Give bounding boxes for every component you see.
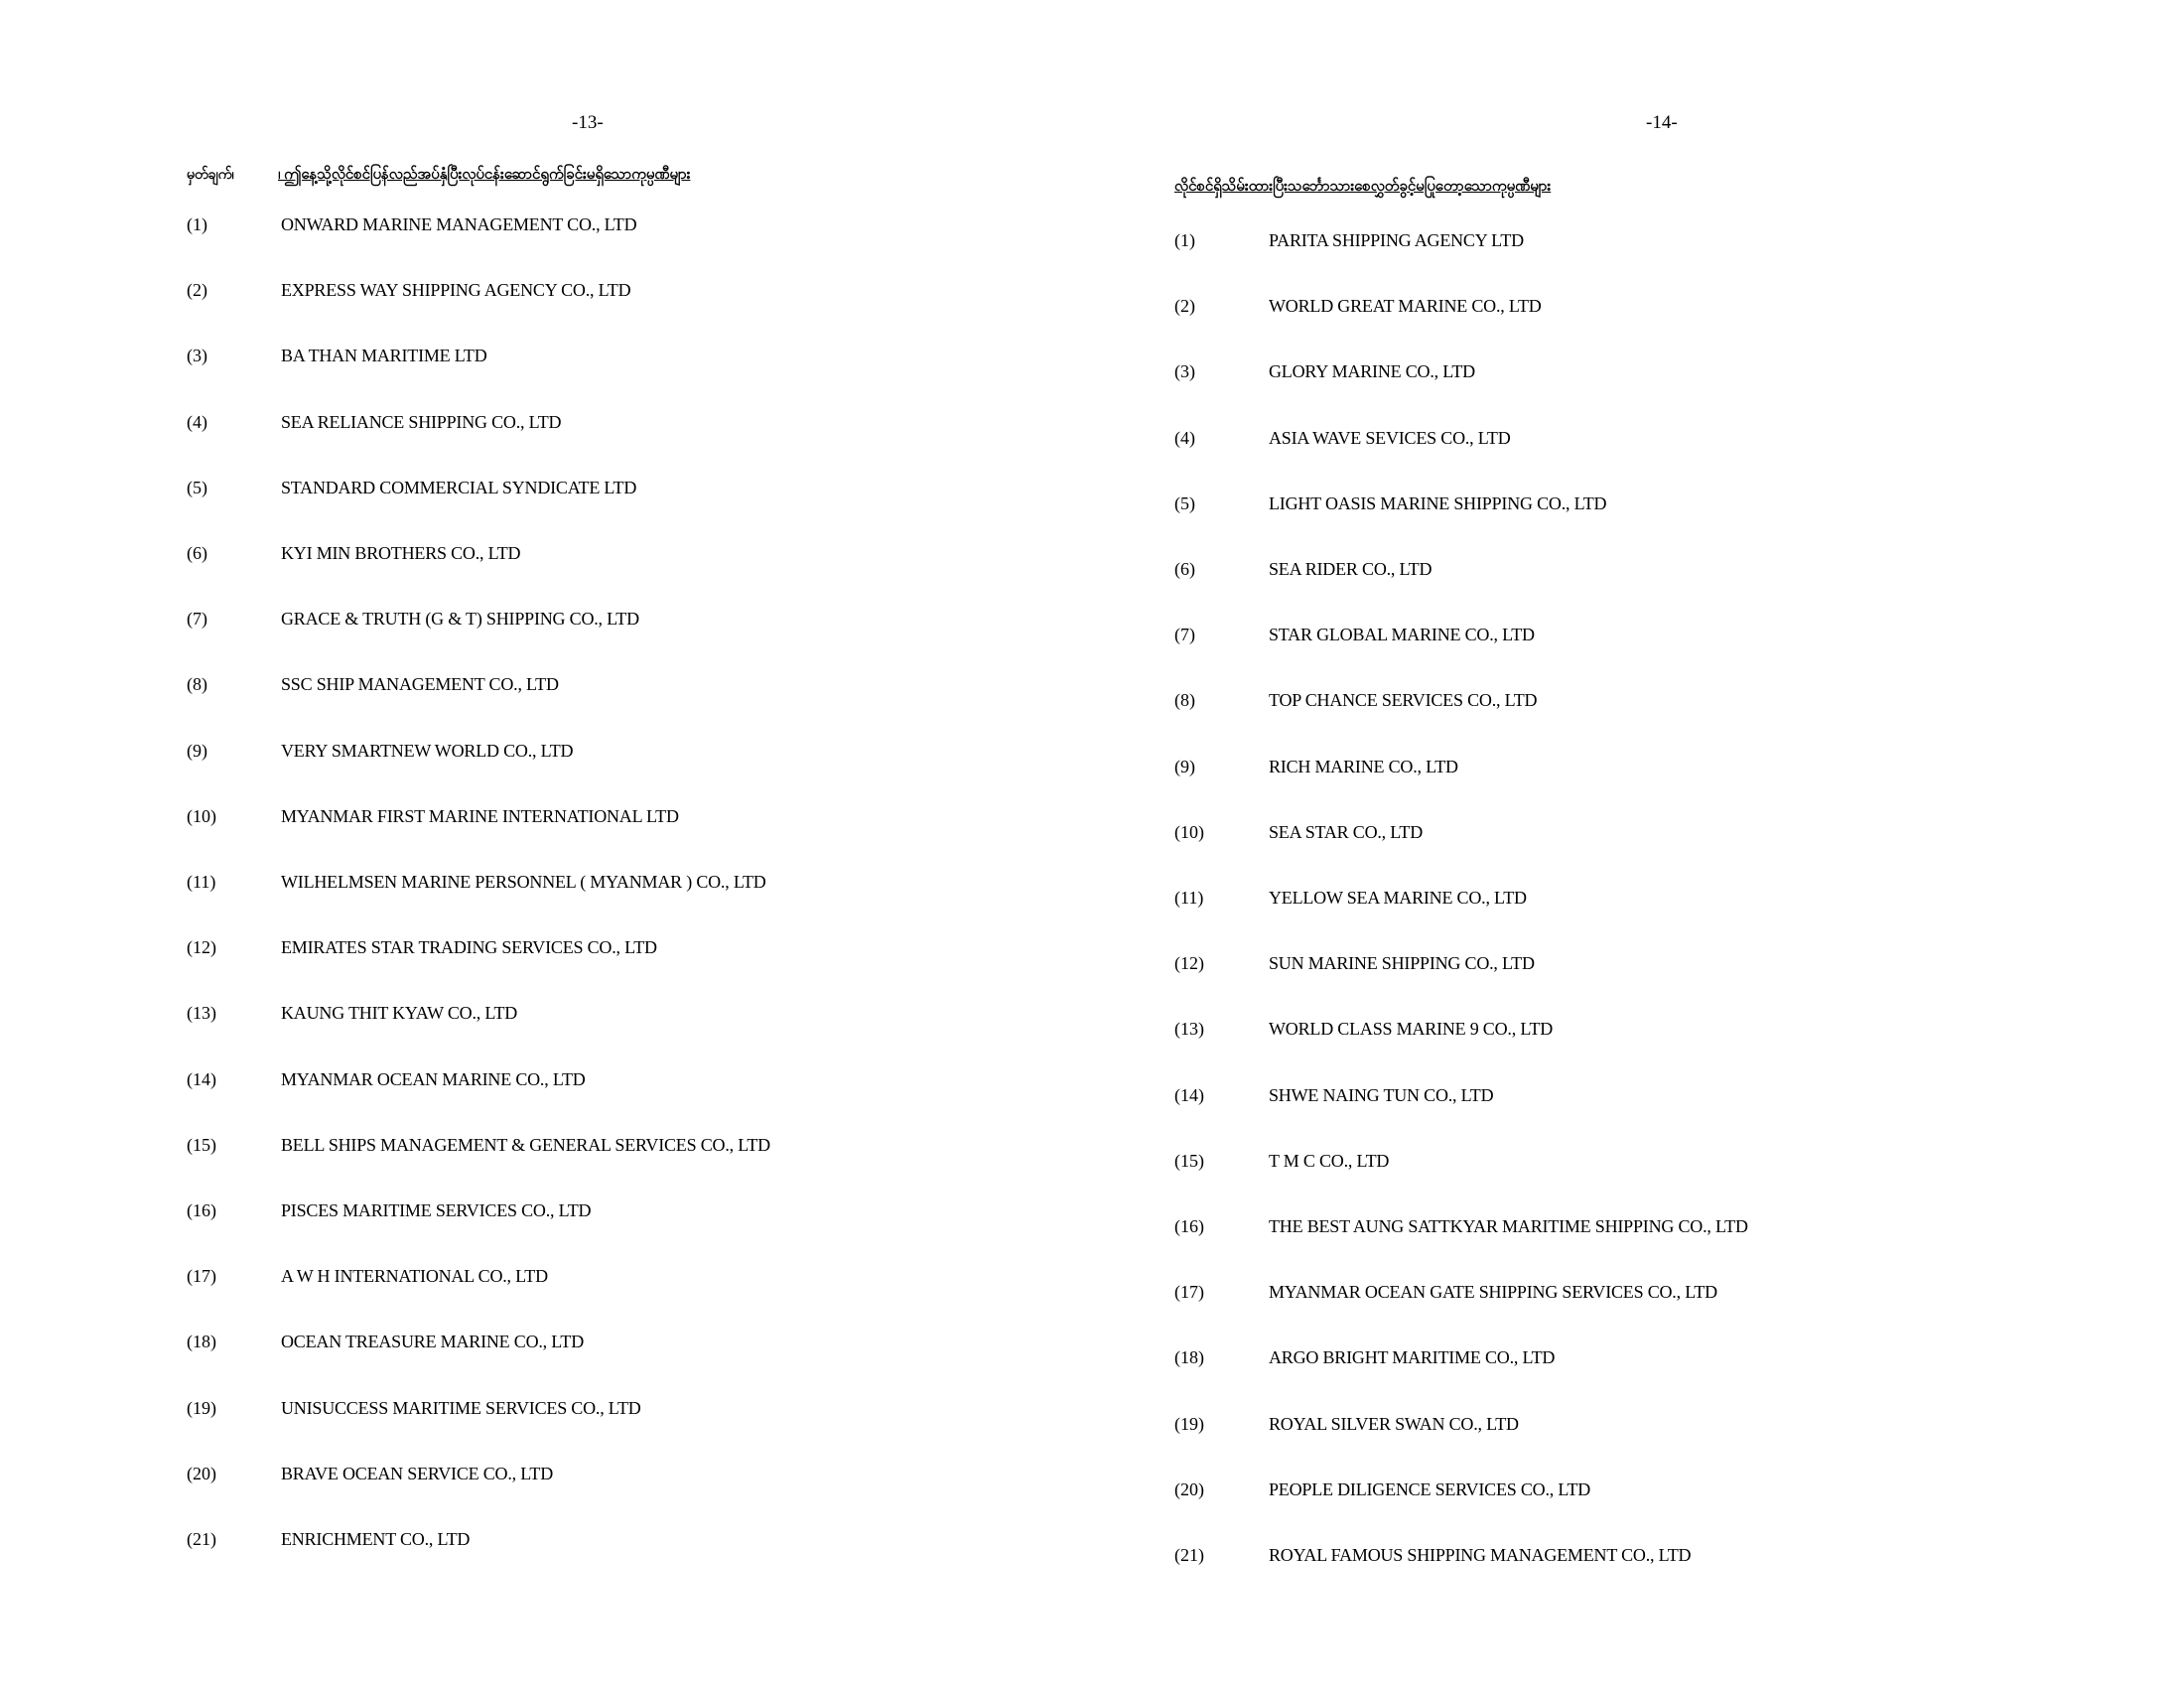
company-name: ARGO BRIGHT MARITIME CO., LTD: [1269, 1347, 1556, 1368]
item-number: (5): [187, 477, 207, 497]
item-number: (19): [187, 1397, 216, 1418]
item-number: (13): [1174, 1019, 1204, 1040]
company-name: MYANMAR FIRST MARINE INTERNATIONAL LTD: [281, 805, 679, 826]
item-number: (11): [187, 872, 216, 892]
item-number: (20): [187, 1463, 216, 1483]
company-name: PISCES MARITIME SERVICES CO., LTD: [281, 1200, 592, 1220]
company-name: EMIRATES STAR TRADING SERVICES CO., LTD: [281, 937, 657, 958]
item-number: (14): [1174, 1084, 1204, 1105]
item-number: (21): [187, 1529, 216, 1549]
item-number: (6): [1174, 559, 1195, 579]
company-name: WORLD GREAT MARINE CO., LTD: [1269, 296, 1542, 317]
item-number: (2): [1174, 296, 1195, 317]
item-number: (13): [187, 1003, 216, 1024]
page-number: -14-: [1646, 112, 1678, 133]
item-number: (11): [1174, 888, 1204, 908]
item-number: (4): [187, 411, 207, 432]
page-number: -13-: [572, 112, 604, 133]
company-name: SEA STAR CO., LTD: [1269, 821, 1424, 842]
item-number: (9): [187, 740, 207, 761]
item-number: (1): [1174, 230, 1195, 250]
company-name: ONWARD MARINE MANAGEMENT CO., LTD: [281, 214, 637, 234]
company-name: SEA RIDER CO., LTD: [1269, 559, 1433, 579]
item-number: (1): [187, 214, 207, 234]
company-name: BA THAN MARITIME LTD: [281, 346, 487, 366]
company-name: SEA RELIANCE SHIPPING CO., LTD: [281, 411, 562, 432]
company-name: T M C CO., LTD: [1269, 1150, 1390, 1171]
company-name: ROYAL FAMOUS SHIPPING MANAGEMENT CO., LTD: [1269, 1545, 1692, 1565]
item-number: (18): [1174, 1347, 1204, 1368]
item-number: (5): [1174, 492, 1195, 513]
item-number: (6): [187, 543, 207, 563]
item-number: (16): [187, 1200, 216, 1220]
company-name: YELLOW SEA MARINE CO., LTD: [1269, 888, 1527, 908]
note-label: မှတ်ချက်၊: [187, 168, 234, 183]
item-number: (3): [1174, 361, 1195, 382]
item-number: (3): [187, 346, 207, 366]
item-number: (2): [187, 280, 207, 301]
company-name: BELL SHIPS MANAGEMENT & GENERAL SERVICES CO., LTD: [281, 1134, 770, 1155]
company-name: BRAVE OCEAN SERVICE CO., LTD: [281, 1463, 553, 1483]
item-number: (15): [187, 1134, 216, 1155]
company-name: ENRICHMENT CO., LTD: [281, 1529, 471, 1549]
company-name: GRACE & TRUTH (G & T) SHIPPING CO., LTD: [281, 609, 639, 630]
company-name: RICH MARINE CO., LTD: [1269, 756, 1458, 776]
company-name: KAUNG THIT KYAW CO., LTD: [281, 1003, 518, 1024]
company-name: SUN MARINE SHIPPING CO., LTD: [1269, 953, 1535, 974]
company-name: ROYAL SILVER SWAN CO., LTD: [1269, 1413, 1519, 1434]
company-name: UNISUCCESS MARITIME SERVICES CO., LTD: [281, 1397, 641, 1418]
company-name: THE BEST AUNG SATTKYAR MARITIME SHIPPING CO., LTD: [1269, 1216, 1748, 1236]
company-name: LIGHT OASIS MARINE SHIPPING CO., LTD: [1269, 492, 1607, 513]
item-number: (7): [1174, 625, 1195, 645]
company-name: SSC SHIP MANAGEMENT CO., LTD: [281, 674, 559, 695]
item-number: (15): [1174, 1150, 1204, 1171]
item-number: (10): [1174, 821, 1204, 842]
item-number: (17): [187, 1266, 216, 1287]
item-number: (17): [1174, 1282, 1204, 1303]
item-number: (18): [187, 1332, 216, 1352]
section-heading: လိုင်စင်ရှိသိမ်းထားပြီးသင်္ဘောသားစေလွှတ်ခွင့်မပြုတော့သောကုမ္ပဏီများ: [1174, 179, 1552, 195]
company-name: PARITA SHIPPING AGENCY LTD: [1269, 230, 1524, 250]
item-number: (10): [187, 805, 216, 826]
company-name: WORLD CLASS MARINE 9 CO., LTD: [1269, 1019, 1554, 1040]
company-name: MYANMAR OCEAN MARINE CO., LTD: [281, 1068, 586, 1089]
company-name: WILHELMSEN MARINE PERSONNEL ( MYANMAR ) CO., LTD: [281, 872, 766, 892]
company-name: MYANMAR OCEAN GATE SHIPPING SERVICES CO., LTD: [1269, 1282, 1717, 1303]
item-number: (7): [187, 609, 207, 630]
item-number: (8): [1174, 690, 1195, 711]
company-name: VERY SMARTNEW WORLD CO., LTD: [281, 740, 574, 761]
item-number: (19): [1174, 1413, 1204, 1434]
item-number: (8): [187, 674, 207, 695]
item-number: (9): [1174, 756, 1195, 776]
company-name: EXPRESS WAY SHIPPING AGENCY CO., LTD: [281, 280, 631, 301]
item-number: (12): [187, 937, 216, 958]
company-name: PEOPLE DILIGENCE SERVICES CO., LTD: [1269, 1478, 1591, 1499]
company-name: ASIA WAVE SEVICES CO., LTD: [1269, 427, 1511, 448]
item-number: (4): [1174, 427, 1195, 448]
company-name: STANDARD COMMERCIAL SYNDICATE LTD: [281, 477, 637, 497]
item-number: (20): [1174, 1478, 1204, 1499]
item-number: (16): [1174, 1216, 1204, 1236]
company-name: OCEAN TREASURE MARINE CO., LTD: [281, 1332, 585, 1352]
company-name: TOP CHANCE SERVICES CO., LTD: [1269, 690, 1538, 711]
item-number: (14): [187, 1068, 216, 1089]
right-page: [1092, 0, 2184, 1688]
item-number: (12): [1174, 953, 1204, 974]
item-number: (21): [1174, 1545, 1204, 1565]
company-name: GLORY MARINE CO., LTD: [1269, 361, 1475, 382]
company-name: SHWE NAING TUN CO., LTD: [1269, 1084, 1494, 1105]
company-name: A W H INTERNATIONAL CO., LTD: [281, 1266, 548, 1287]
section-heading: ၊ ဤနေ့သို့လိုင်စင်ပြန်လည်အပ်နှံပြီးလုပ်ငန်းဆောင်ရွက်ခြင်းမရှိသောကုမ္ပဏီများ: [278, 167, 691, 183]
company-name: KYI MIN BROTHERS CO., LTD: [281, 543, 521, 563]
company-name: STAR GLOBAL MARINE CO., LTD: [1269, 625, 1535, 645]
